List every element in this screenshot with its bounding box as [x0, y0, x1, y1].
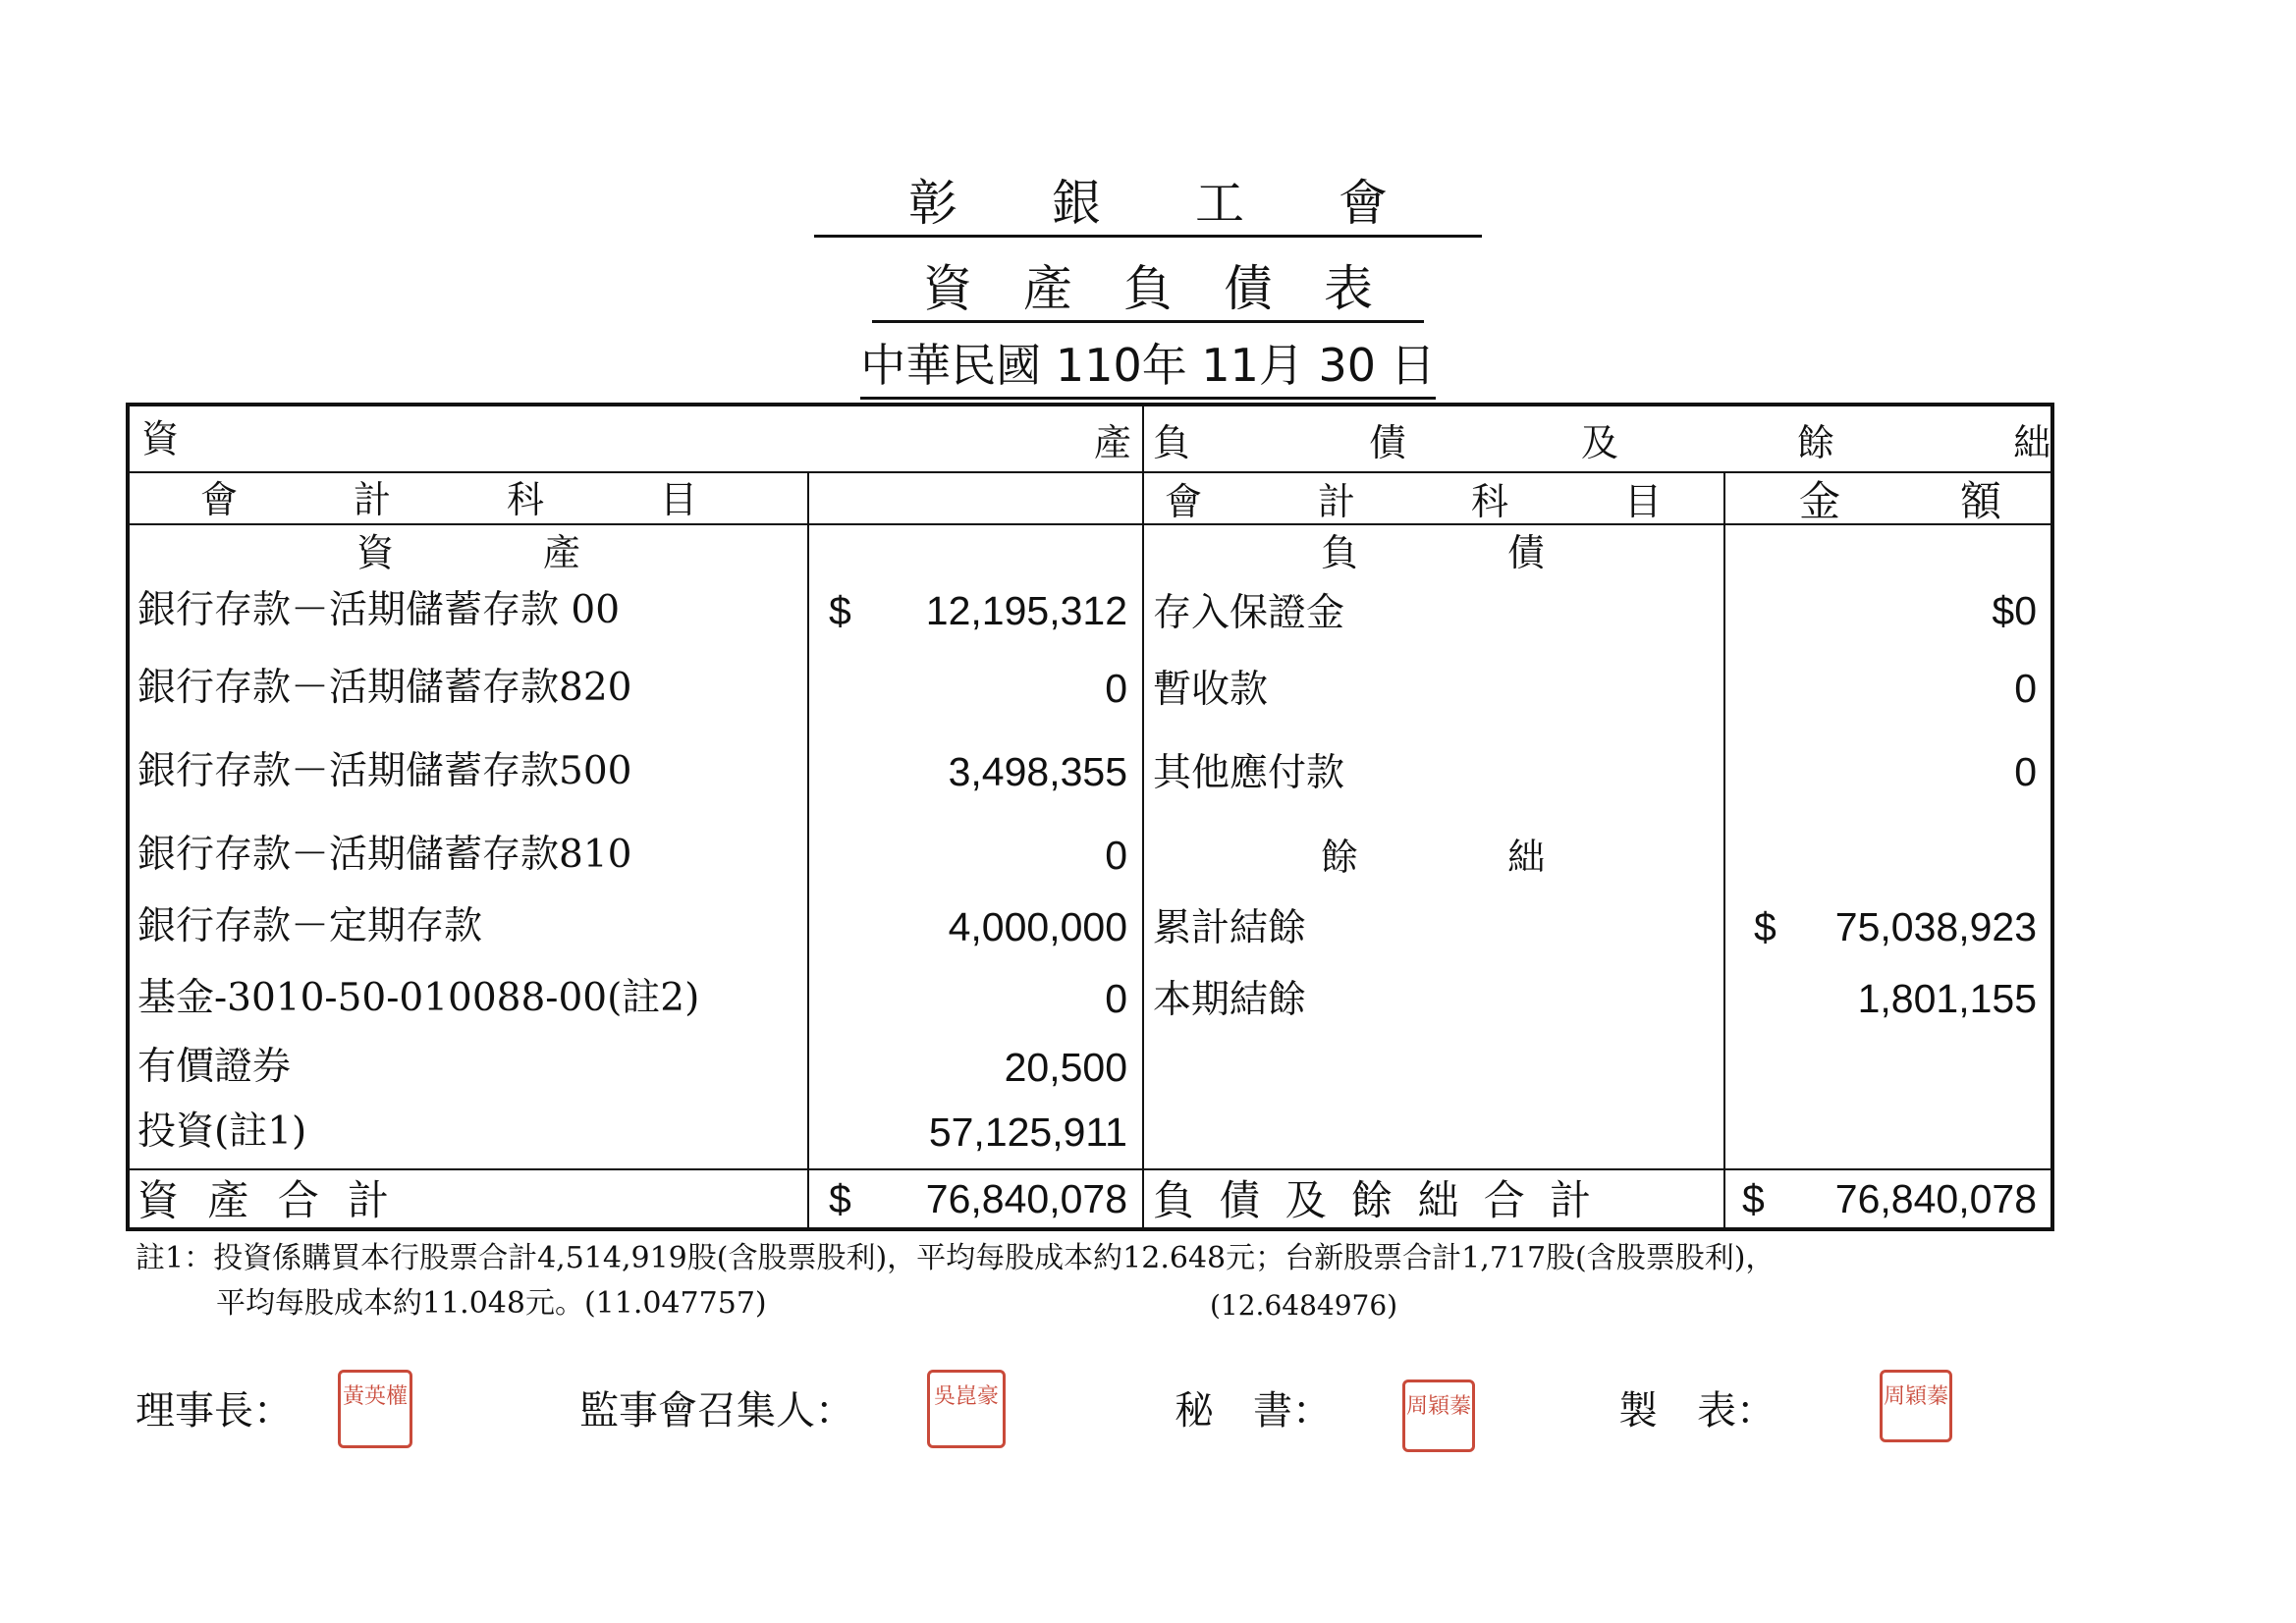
rule-under-sections: [130, 471, 2050, 473]
liabilities-heading: 負 債: [1320, 531, 1545, 574]
sig-label-secretary: 秘 書：: [1175, 1388, 1332, 1434]
section-liab-c: 及: [1581, 421, 1619, 464]
total-liab-currency: $: [1742, 1176, 1765, 1221]
rule-liab-amount: [1723, 471, 1725, 1227]
date-month: 11: [1201, 339, 1259, 392]
year-unit: 年: [1141, 339, 1187, 392]
asset-name: 銀行存款－活期儲蓄存款820: [137, 666, 632, 710]
liability-amount: 0: [2014, 666, 2037, 711]
surplus-amount: 1,801,155: [1857, 976, 2037, 1021]
seal-preparer: 周穎蓁: [1880, 1370, 1952, 1442]
org-title: 彰銀工會: [0, 172, 2296, 238]
rule-above-totals: [130, 1168, 2050, 1170]
surplus-name: 本期結餘: [1153, 978, 1307, 1022]
sig-label-preparer: 製 表：: [1618, 1388, 1776, 1434]
sig-label-supervisor: 監事會召集人：: [579, 1388, 854, 1434]
col-header-asset-account: 會 計 科 目: [199, 478, 737, 521]
asset-amount: 0: [1105, 833, 1127, 878]
total-liab-label: 負 債 及 餘 絀 合 計: [1153, 1176, 1598, 1224]
report-date: [0, 334, 2296, 400]
sig-label-chairman: 理事長：: [136, 1388, 293, 1434]
note-1-line-2: 平均每股成本約11.048元。(11.047757): [216, 1286, 767, 1321]
liability-name: 存入保證金: [1153, 591, 1345, 635]
asset-amount: 3,498,355: [948, 749, 1127, 794]
asset-name: 投資(註1): [137, 1109, 307, 1154]
surplus-heading: 餘 絀: [1320, 836, 1545, 879]
rule-asset-amount: [807, 471, 809, 1227]
asset-currency: $: [829, 588, 851, 633]
section-assets-b: 產: [1094, 421, 1132, 464]
col-header-amount-b: 額: [1960, 477, 2002, 525]
surplus-currency: $: [1754, 904, 1777, 949]
asset-amount: 12,195,312: [925, 588, 1127, 633]
total-assets-currency: $: [829, 1176, 851, 1221]
section-assets-a: 資: [141, 417, 180, 460]
asset-amount: 20,500: [1004, 1045, 1127, 1090]
month-unit: 月: [1258, 339, 1304, 392]
asset-name: 銀行存款－活期儲蓄存款 00: [137, 588, 621, 632]
liability-name: 暫收款: [1153, 668, 1269, 712]
date-prefix: 中華民國: [860, 339, 1042, 392]
section-liab-d: 餘: [1797, 421, 1835, 464]
asset-amount: 57,125,911: [928, 1109, 1127, 1155]
asset-name: 基金-3010-50-010088-00(註2): [137, 976, 700, 1020]
doc-title: 資產負債表: [0, 257, 2296, 323]
section-liab-a: 負: [1153, 421, 1191, 464]
assets-heading: 資 產: [355, 531, 580, 574]
liability-amount: 0: [2014, 749, 2037, 794]
surplus-amount: 75,038,923: [1834, 904, 2037, 949]
day-unit: 日: [1390, 339, 1436, 392]
asset-amount: 0: [1105, 666, 1127, 711]
liability-amount: $0: [1992, 588, 2037, 633]
note-1-aside: (12.6484976): [1210, 1289, 1398, 1322]
note-1-line-1: 註1：投資係購買本行股票合計4,514,919股(含股票股利)，平均每股成本約12.648元；台新股票合計1,717股(含股票股利)，: [136, 1241, 1776, 1275]
surplus-name: 累計結餘: [1153, 906, 1307, 950]
asset-name: 銀行存款－定期存款: [137, 904, 483, 948]
seal-supervisor: 吳崑豪: [927, 1370, 1006, 1448]
asset-amount: 4,000,000: [948, 904, 1127, 949]
seal-chairman: 黃英權: [338, 1370, 412, 1448]
asset-name: 銀行存款－活期儲蓄存款500: [137, 749, 632, 793]
section-liab-b: 債: [1369, 421, 1407, 464]
total-assets-label: 資 產 合 計: [137, 1176, 398, 1224]
total-liab-amount: 76,840,078: [1834, 1176, 2037, 1221]
total-assets-amount: 76,840,078: [925, 1176, 1127, 1221]
section-liab-e: 絀: [2013, 421, 2051, 464]
balance-sheet-table: [126, 403, 2054, 1231]
asset-name: 銀行存款－活期儲蓄存款810: [137, 833, 632, 877]
col-header-liab-account: 會 計 科 目: [1164, 480, 1701, 523]
seal-secretary: 周穎蓁: [1402, 1380, 1475, 1452]
asset-name: 有價證券: [137, 1045, 292, 1089]
liability-name: 其他應付款: [1153, 751, 1345, 795]
date-day: 30: [1318, 339, 1377, 392]
asset-amount: 0: [1105, 976, 1127, 1021]
col-header-amount-a: 金: [1799, 477, 1841, 525]
date-year: 110: [1055, 339, 1142, 392]
